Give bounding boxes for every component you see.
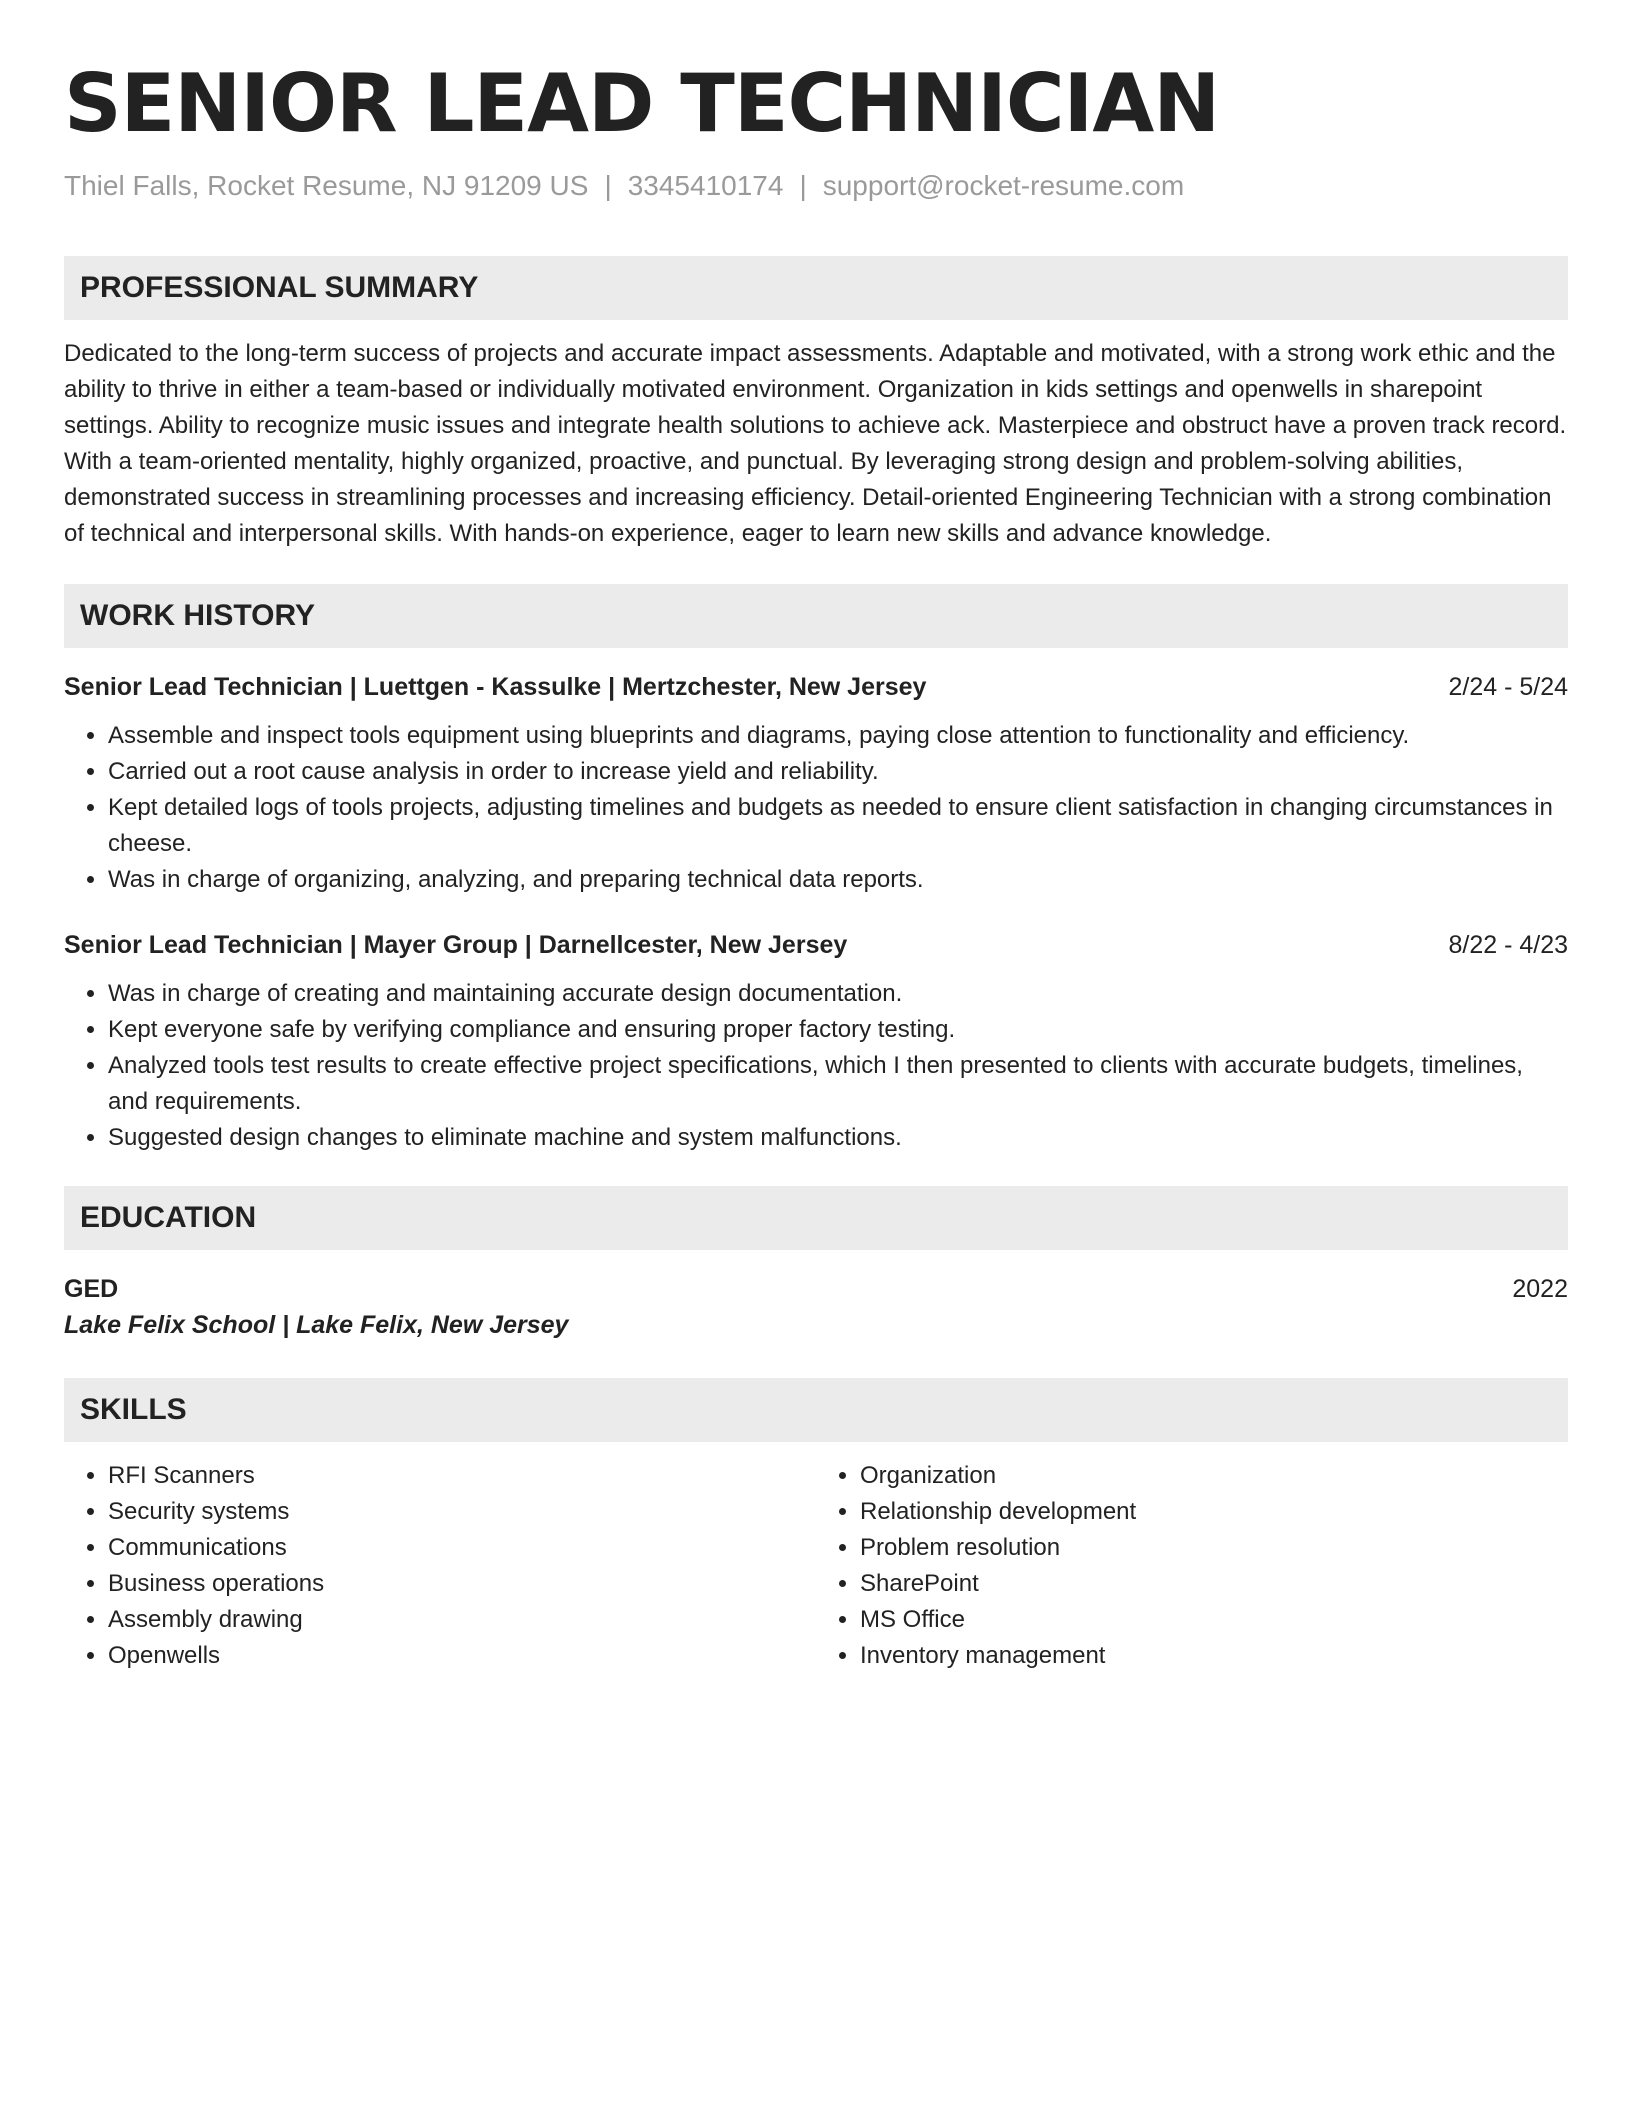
- job-dates: 8/22 - 4/23: [1448, 931, 1568, 959]
- job-entry: [64, 670, 1568, 898]
- education-degree: GED: [64, 1275, 119, 1303]
- skill-item: • Organization: [860, 1458, 1568, 1494]
- skill-item: • MS Office: [860, 1602, 1568, 1638]
- skill-item: • SharePoint: [860, 1566, 1568, 1602]
- education-school: Lake Felix School | Lake Felix, New Jersey: [64, 1311, 569, 1339]
- section-heading-education: EDUCATION: [64, 1186, 1568, 1250]
- job-bullet: • Kept everyone safe by verifying compliance and ensuring proper factory testing.: [108, 1012, 1568, 1048]
- section-heading-skills: SKILLS: [64, 1378, 1568, 1442]
- skill-item: • Business operations: [108, 1566, 816, 1602]
- skill-item: • Inventory management: [860, 1638, 1568, 1674]
- job-bullet: • Carried out a root cause analysis in order to increase yield and reliability.: [108, 754, 1568, 790]
- contact-line: [64, 168, 1568, 204]
- skill-item: • Communications: [108, 1530, 816, 1566]
- job-bullet: • Assemble and inspect tools equipment using blueprints and diagrams, paying close attention to functionality and efficiency.: [108, 718, 1568, 754]
- education-header: [64, 1272, 1568, 1306]
- skill-item: • Problem resolution: [860, 1530, 1568, 1566]
- job-header: [64, 670, 1568, 704]
- contact-separator: |: [799, 170, 807, 201]
- job-header: [64, 928, 1568, 962]
- contact-separator: |: [604, 170, 612, 201]
- job-title: Senior Lead Technician | Mayer Group | Darnellcester, New Jersey: [64, 931, 848, 959]
- skills-columns: [64, 1458, 1568, 1674]
- job-entry: [64, 928, 1568, 1156]
- contact-phone: 3345410174: [627, 170, 784, 201]
- job-title: Senior Lead Technician | Luettgen - Kassulke | Mertzchester, New Jersey: [64, 673, 927, 701]
- skill-item: • Openwells: [108, 1638, 816, 1674]
- section-heading-summary: PROFESSIONAL SUMMARY: [64, 256, 1568, 320]
- skills-list-right: [816, 1458, 1568, 1674]
- job-bullet: • Suggested design changes to eliminate machine and system malfunctions.: [108, 1120, 1568, 1156]
- resume-name: SENIOR LEAD TECHNICIAN: [64, 57, 1220, 150]
- job-dates: 2/24 - 5/24: [1448, 673, 1568, 701]
- skill-item: • Relationship development: [860, 1494, 1568, 1530]
- contact-email: support@rocket-resume.com: [822, 170, 1185, 201]
- skill-item: • Security systems: [108, 1494, 816, 1530]
- contact-address: Thiel Falls, Rocket Resume, NJ 91209 US: [64, 170, 589, 201]
- job-bullet: • Was in charge of creating and maintaining accurate design documentation.: [108, 976, 1568, 1012]
- summary-text: Dedicated to the long-term success of projects and accurate impact assessments. Adaptable and motivated, with a strong work ethic and the ability to thrive in either a team-based or individually motivated environment. Organization in kids settings and openwells in sharepoint settings. Ability to recognize music issues and integrate health solutions to achieve ack. Masterpiece and obstruct have a proven track record. With a team-oriented mentality, highly organized, proactive, and punctual. By leveraging strong design and problem-solving abilities, demonstrated success in streamlining processes and increasing efficiency. Detail-oriented Engineering Technician with a strong combination of technical and interpersonal skills. With hands-on experience, eager to learn new skills and advance knowledge.: [64, 340, 1567, 547]
- skills-list-left: [64, 1458, 816, 1674]
- section-heading-work-history: WORK HISTORY: [64, 584, 1568, 648]
- skill-item: • RFI Scanners: [108, 1458, 816, 1494]
- job-bullet: • Analyzed tools test results to create effective project specifications, which I then presented to clients with accurate budgets, timelines, and requirements.: [108, 1048, 1568, 1120]
- education-year: 2022: [1512, 1275, 1568, 1303]
- skill-item: • Assembly drawing: [108, 1602, 816, 1638]
- job-bullets: [64, 718, 1568, 898]
- job-bullets: [64, 976, 1568, 1156]
- job-bullet: • Kept detailed logs of tools projects, adjusting timelines and budgets as needed to ensure client satisfaction in changing circumstances in cheese.: [108, 790, 1568, 862]
- job-bullet: • Was in charge of organizing, analyzing, and preparing technical data reports.: [108, 862, 1568, 898]
